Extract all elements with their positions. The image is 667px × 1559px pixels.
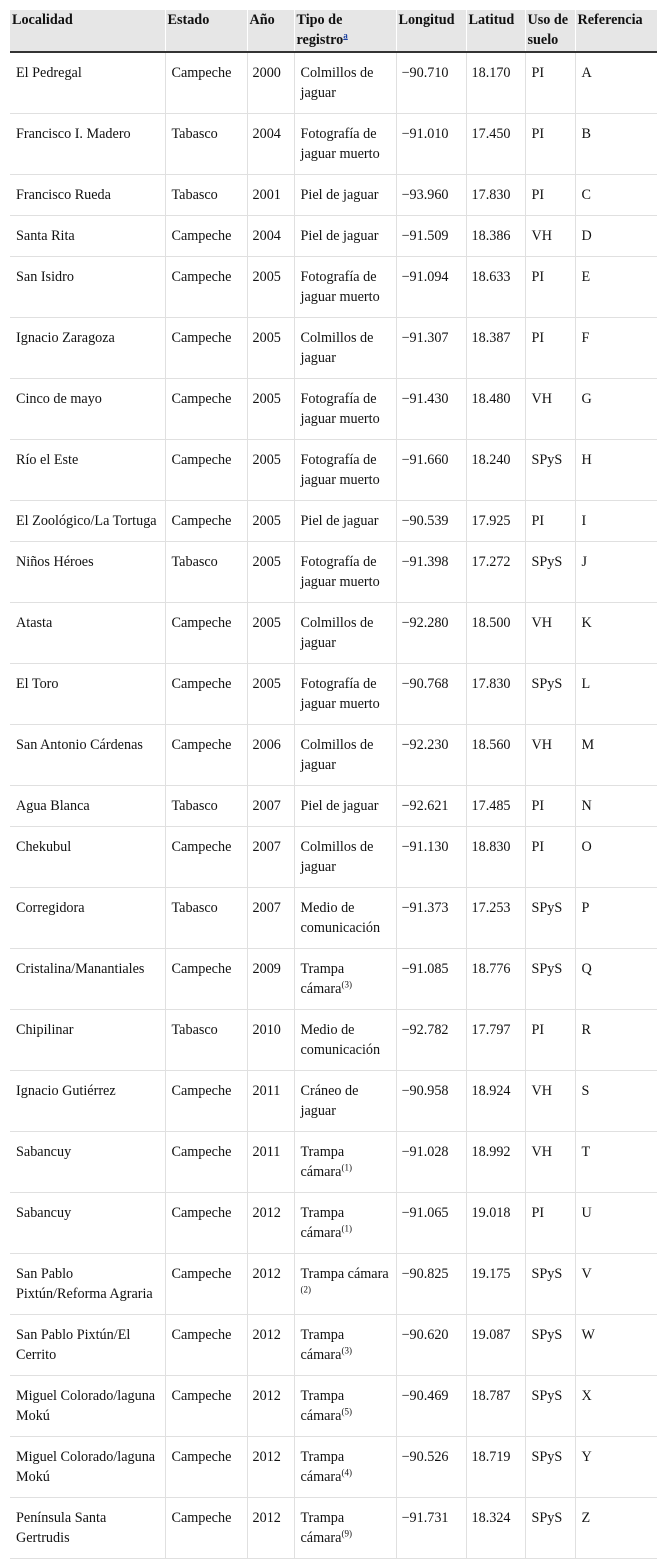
cell-localidad: Santa Rita xyxy=(10,216,165,257)
cell-tipo xyxy=(294,786,396,827)
cell-tipo xyxy=(294,1071,396,1132)
cell-estado: Campeche xyxy=(165,440,247,501)
cell-localidad: Sabancuy xyxy=(10,1193,165,1254)
cell-anio: 2005 xyxy=(247,603,294,664)
cell-tipo xyxy=(294,318,396,379)
tipo-text: Fotografía de jaguar muerto xyxy=(300,269,380,305)
cell-uso: PI xyxy=(525,786,575,827)
cell-localidad: Sabancuy xyxy=(10,1132,165,1193)
header-tipo-label: Tipo de registro xyxy=(296,12,344,48)
cell-uso: SPyS xyxy=(525,1254,575,1315)
cell-anio: 2012 xyxy=(247,1498,294,1559)
cell-uso: VH xyxy=(525,379,575,440)
cell-referencia: M xyxy=(575,725,657,786)
cell-longitud: −92.280 xyxy=(396,603,466,664)
cell-longitud: −91.373 xyxy=(396,888,466,949)
cell-anio: 2001 xyxy=(247,175,294,216)
cell-estado: Campeche xyxy=(165,1376,247,1437)
table-row xyxy=(10,1376,657,1437)
cell-localidad: Cristalina/Manantiales xyxy=(10,949,165,1010)
cell-uso: SPyS xyxy=(525,949,575,1010)
cell-uso: PI xyxy=(525,827,575,888)
cell-latitud: 17.253 xyxy=(466,888,525,949)
cell-uso: VH xyxy=(525,1071,575,1132)
camera-count-superscript: (4) xyxy=(341,1467,352,1478)
table-row xyxy=(10,1071,657,1132)
table-row xyxy=(10,175,657,216)
cell-anio: 2011 xyxy=(247,1071,294,1132)
cell-referencia: U xyxy=(575,1193,657,1254)
table-row xyxy=(10,318,657,379)
camera-count-superscript: (9) xyxy=(341,1528,352,1539)
table-row xyxy=(10,257,657,318)
table-row xyxy=(10,1193,657,1254)
cell-estado: Campeche xyxy=(165,603,247,664)
cell-tipo xyxy=(294,1193,396,1254)
cell-tipo xyxy=(294,216,396,257)
table-row xyxy=(10,501,657,542)
cell-anio: 2005 xyxy=(247,379,294,440)
cell-latitud: 18.386 xyxy=(466,216,525,257)
cell-localidad: Chekubul xyxy=(10,827,165,888)
table-row xyxy=(10,114,657,175)
tipo-text: Trampa cámara xyxy=(300,1144,345,1180)
tipo-text: Trampa cámara xyxy=(300,1388,345,1424)
tipo-text: Trampa cámara xyxy=(300,1327,345,1363)
cell-longitud: −92.230 xyxy=(396,725,466,786)
cell-estado: Campeche xyxy=(165,1193,247,1254)
cell-estado: Campeche xyxy=(165,1132,247,1193)
cell-localidad: Francisco I. Madero xyxy=(10,114,165,175)
table-row xyxy=(10,603,657,664)
cell-referencia: B xyxy=(575,114,657,175)
cell-longitud: −91.731 xyxy=(396,1498,466,1559)
cell-anio: 2012 xyxy=(247,1193,294,1254)
cell-longitud: −91.130 xyxy=(396,827,466,888)
table-row xyxy=(10,664,657,725)
tipo-text: Fotografía de jaguar muerto xyxy=(300,554,380,590)
cell-longitud: −90.825 xyxy=(396,1254,466,1315)
cell-tipo xyxy=(294,949,396,1010)
cell-latitud: 18.170 xyxy=(466,52,525,114)
cell-localidad: San Pablo Pixtún/Reforma Agraria xyxy=(10,1254,165,1315)
cell-tipo xyxy=(294,664,396,725)
cell-latitud: 18.560 xyxy=(466,725,525,786)
header-row xyxy=(10,10,657,52)
cell-uso: PI xyxy=(525,257,575,318)
header-tipo xyxy=(294,10,396,52)
cell-localidad: El Toro xyxy=(10,664,165,725)
cell-uso: SPyS xyxy=(525,888,575,949)
jaguar-records-table xyxy=(10,10,657,1559)
cell-referencia: G xyxy=(575,379,657,440)
cell-tipo xyxy=(294,1315,396,1376)
cell-anio: 2005 xyxy=(247,542,294,603)
cell-anio: 2004 xyxy=(247,216,294,257)
cell-referencia: R xyxy=(575,1010,657,1071)
cell-referencia: E xyxy=(575,257,657,318)
tipo-text: Fotografía de jaguar muerto xyxy=(300,676,380,712)
cell-referencia: L xyxy=(575,664,657,725)
cell-estado: Campeche xyxy=(165,318,247,379)
cell-localidad: San Pablo Pixtún/El Cerrito xyxy=(10,1315,165,1376)
cell-longitud: −93.960 xyxy=(396,175,466,216)
cell-anio: 2012 xyxy=(247,1376,294,1437)
cell-estado: Campeche xyxy=(165,1437,247,1498)
table-body xyxy=(10,52,657,1559)
tipo-text: Colmillos de jaguar xyxy=(300,615,374,651)
cell-latitud: 18.240 xyxy=(466,440,525,501)
table-header xyxy=(10,10,657,52)
cell-longitud: −91.307 xyxy=(396,318,466,379)
cell-latitud: 18.387 xyxy=(466,318,525,379)
cell-anio: 2012 xyxy=(247,1315,294,1376)
cell-estado: Tabasco xyxy=(165,175,247,216)
cell-referencia: Z xyxy=(575,1498,657,1559)
cell-anio: 2006 xyxy=(247,725,294,786)
cell-longitud: −90.620 xyxy=(396,1315,466,1376)
cell-longitud: −90.958 xyxy=(396,1071,466,1132)
tipo-text: Colmillos de jaguar xyxy=(300,65,374,101)
cell-longitud: −90.768 xyxy=(396,664,466,725)
cell-estado: Campeche xyxy=(165,1498,247,1559)
cell-referencia: S xyxy=(575,1071,657,1132)
cell-latitud: 18.830 xyxy=(466,827,525,888)
cell-uso: VH xyxy=(525,603,575,664)
cell-anio: 2011 xyxy=(247,1132,294,1193)
cell-longitud: −92.782 xyxy=(396,1010,466,1071)
camera-count-superscript: (3) xyxy=(341,1345,352,1356)
cell-tipo xyxy=(294,1498,396,1559)
cell-latitud: 19.087 xyxy=(466,1315,525,1376)
header-latitud: Latitud xyxy=(466,10,525,52)
header-anio: Año xyxy=(247,10,294,52)
cell-uso: PI xyxy=(525,114,575,175)
camera-count-superscript: (1) xyxy=(341,1162,352,1173)
tipo-text: Medio de comunicación xyxy=(300,900,381,936)
cell-estado: Campeche xyxy=(165,216,247,257)
cell-latitud: 17.450 xyxy=(466,114,525,175)
camera-count-superscript: (3) xyxy=(341,979,352,990)
cell-referencia: W xyxy=(575,1315,657,1376)
tipo-text: Medio de comunicación xyxy=(300,1022,381,1058)
table-row xyxy=(10,786,657,827)
cell-longitud: −91.094 xyxy=(396,257,466,318)
cell-localidad: Atasta xyxy=(10,603,165,664)
cell-uso: PI xyxy=(525,175,575,216)
cell-estado: Campeche xyxy=(165,379,247,440)
cell-anio: 2005 xyxy=(247,501,294,542)
cell-uso: VH xyxy=(525,1132,575,1193)
cell-estado: Campeche xyxy=(165,52,247,114)
table-row xyxy=(10,52,657,114)
cell-anio: 2007 xyxy=(247,827,294,888)
cell-uso: SPyS xyxy=(525,1315,575,1376)
header-localidad: Localidad xyxy=(10,10,165,52)
cell-referencia: K xyxy=(575,603,657,664)
tipo-text: Cráneo de jaguar xyxy=(300,1083,359,1119)
cell-latitud: 17.272 xyxy=(466,542,525,603)
tipo-text: Trampa cámara xyxy=(300,1510,345,1546)
cell-latitud: 18.787 xyxy=(466,1376,525,1437)
cell-longitud: −91.430 xyxy=(396,379,466,440)
tipo-text: Trampa cámara xyxy=(300,961,345,997)
table-row xyxy=(10,1010,657,1071)
header-estado: Estado xyxy=(165,10,247,52)
cell-tipo xyxy=(294,1437,396,1498)
table-row xyxy=(10,379,657,440)
cell-referencia: T xyxy=(575,1132,657,1193)
table-row xyxy=(10,216,657,257)
tipo-text: Fotografía de jaguar muerto xyxy=(300,452,380,488)
camera-count-superscript: (5) xyxy=(341,1406,352,1417)
cell-latitud: 19.018 xyxy=(466,1193,525,1254)
cell-anio: 2005 xyxy=(247,440,294,501)
cell-localidad: Francisco Rueda xyxy=(10,175,165,216)
cell-referencia: I xyxy=(575,501,657,542)
cell-longitud: −91.028 xyxy=(396,1132,466,1193)
cell-anio: 2007 xyxy=(247,888,294,949)
cell-tipo xyxy=(294,1010,396,1071)
cell-uso: PI xyxy=(525,318,575,379)
tipo-text: Piel de jaguar xyxy=(300,187,379,203)
cell-tipo xyxy=(294,379,396,440)
cell-estado: Tabasco xyxy=(165,114,247,175)
cell-uso: SPyS xyxy=(525,1437,575,1498)
table-row xyxy=(10,440,657,501)
cell-localidad: El Zoológico/La Tortuga xyxy=(10,501,165,542)
cell-referencia: X xyxy=(575,1376,657,1437)
cell-referencia: C xyxy=(575,175,657,216)
cell-referencia: J xyxy=(575,542,657,603)
cell-anio: 2010 xyxy=(247,1010,294,1071)
cell-longitud: −91.398 xyxy=(396,542,466,603)
cell-referencia: F xyxy=(575,318,657,379)
cell-estado: Campeche xyxy=(165,725,247,786)
cell-estado: Campeche xyxy=(165,827,247,888)
footnote-a-link[interactable]: a xyxy=(343,30,348,41)
cell-estado: Tabasco xyxy=(165,1010,247,1071)
jaguar-records-table-container xyxy=(10,10,657,1559)
cell-estado: Tabasco xyxy=(165,888,247,949)
cell-estado: Campeche xyxy=(165,501,247,542)
cell-uso: SPyS xyxy=(525,1498,575,1559)
cell-estado: Campeche xyxy=(165,1315,247,1376)
cell-localidad: San Antonio Cárdenas xyxy=(10,725,165,786)
cell-localidad: Agua Blanca xyxy=(10,786,165,827)
cell-referencia: Y xyxy=(575,1437,657,1498)
cell-latitud: 18.633 xyxy=(466,257,525,318)
tipo-text: Trampa cámara xyxy=(300,1266,389,1282)
cell-referencia: P xyxy=(575,888,657,949)
tipo-text: Colmillos de jaguar xyxy=(300,839,374,875)
tipo-text: Piel de jaguar xyxy=(300,798,379,814)
cell-tipo xyxy=(294,175,396,216)
cell-tipo xyxy=(294,1132,396,1193)
cell-tipo xyxy=(294,827,396,888)
cell-longitud: −91.010 xyxy=(396,114,466,175)
cell-longitud: −90.469 xyxy=(396,1376,466,1437)
cell-latitud: 17.830 xyxy=(466,175,525,216)
cell-localidad: Corregidora xyxy=(10,888,165,949)
cell-latitud: 18.924 xyxy=(466,1071,525,1132)
cell-tipo xyxy=(294,501,396,542)
tipo-text: Piel de jaguar xyxy=(300,513,379,529)
cell-referencia: H xyxy=(575,440,657,501)
header-uso: Uso de suelo xyxy=(525,10,575,52)
cell-longitud: −90.710 xyxy=(396,52,466,114)
cell-latitud: 18.324 xyxy=(466,1498,525,1559)
cell-referencia: V xyxy=(575,1254,657,1315)
footnote-marker xyxy=(343,30,348,40)
cell-uso: PI xyxy=(525,1193,575,1254)
table-row xyxy=(10,1254,657,1315)
cell-estado: Campeche xyxy=(165,949,247,1010)
tipo-text: Colmillos de jaguar xyxy=(300,737,374,773)
header-referencia: Referencia xyxy=(575,10,657,52)
table-row xyxy=(10,542,657,603)
cell-longitud: −91.085 xyxy=(396,949,466,1010)
cell-anio: 2005 xyxy=(247,318,294,379)
cell-anio: 2007 xyxy=(247,786,294,827)
cell-longitud: −92.621 xyxy=(396,786,466,827)
cell-latitud: 18.500 xyxy=(466,603,525,664)
cell-anio: 2012 xyxy=(247,1254,294,1315)
cell-uso: PI xyxy=(525,52,575,114)
cell-uso: PI xyxy=(525,501,575,542)
cell-referencia: D xyxy=(575,216,657,257)
tipo-text: Trampa cámara xyxy=(300,1449,345,1485)
cell-latitud: 18.480 xyxy=(466,379,525,440)
table-row xyxy=(10,827,657,888)
camera-count-superscript: (2) xyxy=(300,1284,311,1295)
cell-longitud: −91.065 xyxy=(396,1193,466,1254)
cell-uso: SPyS xyxy=(525,664,575,725)
cell-estado: Campeche xyxy=(165,257,247,318)
cell-longitud: −91.660 xyxy=(396,440,466,501)
cell-anio: 2005 xyxy=(247,664,294,725)
tipo-text: Piel de jaguar xyxy=(300,228,379,244)
cell-anio: 2012 xyxy=(247,1437,294,1498)
cell-latitud: 18.992 xyxy=(466,1132,525,1193)
cell-localidad: Ignacio Zaragoza xyxy=(10,318,165,379)
tipo-text: Colmillos de jaguar xyxy=(300,330,374,366)
cell-estado: Tabasco xyxy=(165,542,247,603)
cell-tipo xyxy=(294,725,396,786)
cell-latitud: 18.776 xyxy=(466,949,525,1010)
tipo-text: Trampa cámara xyxy=(300,1205,345,1241)
table-row xyxy=(10,888,657,949)
cell-anio: 2000 xyxy=(247,52,294,114)
tipo-text: Fotografía de jaguar muerto xyxy=(300,391,380,427)
cell-estado: Tabasco xyxy=(165,786,247,827)
cell-localidad: El Pedregal xyxy=(10,52,165,114)
cell-uso: VH xyxy=(525,725,575,786)
cell-latitud: 17.485 xyxy=(466,786,525,827)
table-row xyxy=(10,725,657,786)
cell-latitud: 17.797 xyxy=(466,1010,525,1071)
cell-estado: Campeche xyxy=(165,1254,247,1315)
cell-referencia: A xyxy=(575,52,657,114)
cell-referencia: O xyxy=(575,827,657,888)
cell-uso: VH xyxy=(525,216,575,257)
cell-tipo xyxy=(294,52,396,114)
cell-localidad: San Isidro xyxy=(10,257,165,318)
table-row xyxy=(10,1498,657,1559)
tipo-text: Fotografía de jaguar muerto xyxy=(300,126,380,162)
cell-longitud: −91.509 xyxy=(396,216,466,257)
cell-estado: Campeche xyxy=(165,1071,247,1132)
cell-uso: SPyS xyxy=(525,440,575,501)
cell-anio: 2009 xyxy=(247,949,294,1010)
cell-longitud: −90.526 xyxy=(396,1437,466,1498)
camera-count-superscript: (1) xyxy=(341,1223,352,1234)
cell-latitud: 18.719 xyxy=(466,1437,525,1498)
cell-tipo xyxy=(294,257,396,318)
cell-localidad: Cinco de mayo xyxy=(10,379,165,440)
cell-latitud: 17.925 xyxy=(466,501,525,542)
cell-latitud: 17.830 xyxy=(466,664,525,725)
header-longitud: Longitud xyxy=(396,10,466,52)
cell-uso: SPyS xyxy=(525,1376,575,1437)
cell-tipo xyxy=(294,440,396,501)
cell-uso: PI xyxy=(525,1010,575,1071)
cell-longitud: −90.539 xyxy=(396,501,466,542)
cell-referencia: Q xyxy=(575,949,657,1010)
table-row xyxy=(10,1437,657,1498)
cell-localidad: Miguel Colorado/laguna Mokú xyxy=(10,1376,165,1437)
cell-tipo xyxy=(294,114,396,175)
cell-tipo xyxy=(294,888,396,949)
table-row xyxy=(10,949,657,1010)
cell-referencia: N xyxy=(575,786,657,827)
cell-tipo xyxy=(294,542,396,603)
cell-anio: 2004 xyxy=(247,114,294,175)
cell-localidad: Ignacio Gutiérrez xyxy=(10,1071,165,1132)
cell-localidad: Niños Héroes xyxy=(10,542,165,603)
cell-localidad: Península Santa Gertrudis xyxy=(10,1498,165,1559)
cell-tipo xyxy=(294,603,396,664)
cell-localidad: Miguel Colorado/laguna Mokú xyxy=(10,1437,165,1498)
cell-estado: Campeche xyxy=(165,664,247,725)
cell-tipo xyxy=(294,1376,396,1437)
cell-localidad: Chipilinar xyxy=(10,1010,165,1071)
cell-tipo xyxy=(294,1254,396,1315)
cell-anio: 2005 xyxy=(247,257,294,318)
table-row xyxy=(10,1132,657,1193)
cell-localidad: Río el Este xyxy=(10,440,165,501)
cell-latitud: 19.175 xyxy=(466,1254,525,1315)
table-row xyxy=(10,1315,657,1376)
cell-uso: SPyS xyxy=(525,542,575,603)
